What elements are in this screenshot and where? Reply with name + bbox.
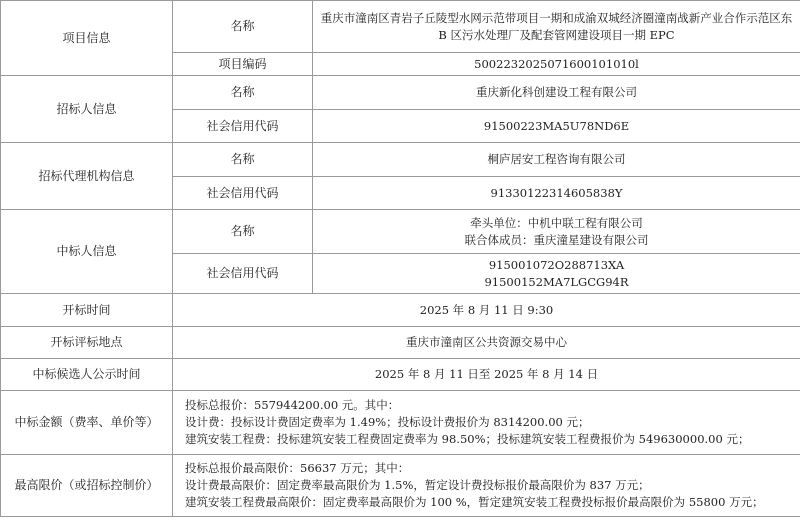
project-name-row [1,1,800,53]
open-time-value: 2025 年 8 月 11 日 9:30 [173,294,800,327]
tenderer-section-label: 招标人信息 [1,76,173,143]
publicity-row [1,359,800,391]
open-time-row [1,294,800,327]
project-code-value: 5002232025071600101010l [313,53,800,76]
tenderer-name-row [1,76,800,110]
agency-credit-label: 社会信用代码 [173,177,313,210]
agency-name-value: 桐庐居安工程咨询有限公司 [313,143,800,177]
winner-credit-value [313,254,800,294]
bid-amount-row [1,391,800,455]
max-price-design-fee: 设计费最高限价：固定费率最高限价为 1.5%，暂定设计费投标报价最高限价为 837 万元； [185,478,650,492]
max-price-total: 投标总报价最高限价：56637 万元；其中： [185,461,410,475]
open-place-value: 重庆市潼南区公共资源交易中心 [173,327,800,359]
winner-consortium-member: 联合体成员：重庆潼星建设有限公司 [464,232,649,247]
tenderer-credit-label: 社会信用代码 [173,110,313,143]
winner-name-value [313,210,800,254]
agency-credit-value: 91330122314605838Y [313,177,800,210]
max-price-label: 最高限价（或招标控制价） [1,455,173,517]
bid-amount-value [173,391,800,455]
bid-amount-construction-fee: 建筑安装工程费：投标建筑安装工程费固定费率为 98.50%；投标建筑安装工程费报价为 549630000.00 元； [185,432,750,446]
project-name-label: 名称 [173,1,313,53]
project-section-label: 项目信息 [1,1,173,76]
agency-name-label: 名称 [173,143,313,177]
winner-credit-lead: 915001072O288713XA [488,257,625,272]
winner-lead-unit: 牵头单位：中机中联工程有限公司 [470,215,643,230]
agency-name-row [1,143,800,177]
winner-name-row [1,210,800,254]
bid-amount-design-fee: 设计费：投标设计费固定费率为 1.49%；投标设计费报价为 8314200.00 元； [185,415,590,429]
open-place-row [1,327,800,359]
tenderer-credit-value: 91500223MA5U78ND6E [313,110,800,143]
max-price-value [173,455,800,517]
bid-amount-total: 投标总报价：557944200.00 元。其中： [185,398,400,412]
publicity-value: 2025 年 8 月 11 日至 2025 年 8 月 14 日 [173,359,800,391]
winner-section-label: 中标人信息 [1,210,173,294]
max-price-construction-fee: 建筑安装工程费最高限价：固定费率最高限价为 100 %，暂定建筑安装工程费投标报价最高限价为 55800 万元； [185,495,764,509]
winner-name-label: 名称 [173,210,313,254]
tenderer-name-label: 名称 [173,76,313,110]
tenderer-name-value: 重庆新化科创建设工程有限公司 [313,76,800,110]
publicity-label: 中标候选人公示时间 [1,359,173,391]
project-code-label: 项目编码 [173,53,313,76]
project-name-value: 重庆市潼南区青岩子丘陵型水网示范带项目一期和成渝双城经济圈潼南战新产业合作示范区东 B 区污水处理厂及配套管网建设项目一期 EPC [313,1,800,53]
winner-credit-label: 社会信用代码 [173,254,313,294]
open-time-label: 开标时间 [1,294,173,327]
max-price-row [1,455,800,517]
open-place-label: 开标评标地点 [1,327,173,359]
winner-credit-member: 91500152MA7LGCG94R [484,274,629,289]
agency-section-label: 招标代理机构信息 [1,143,173,210]
bid-amount-label: 中标金额（费率、单价等） [1,391,173,455]
